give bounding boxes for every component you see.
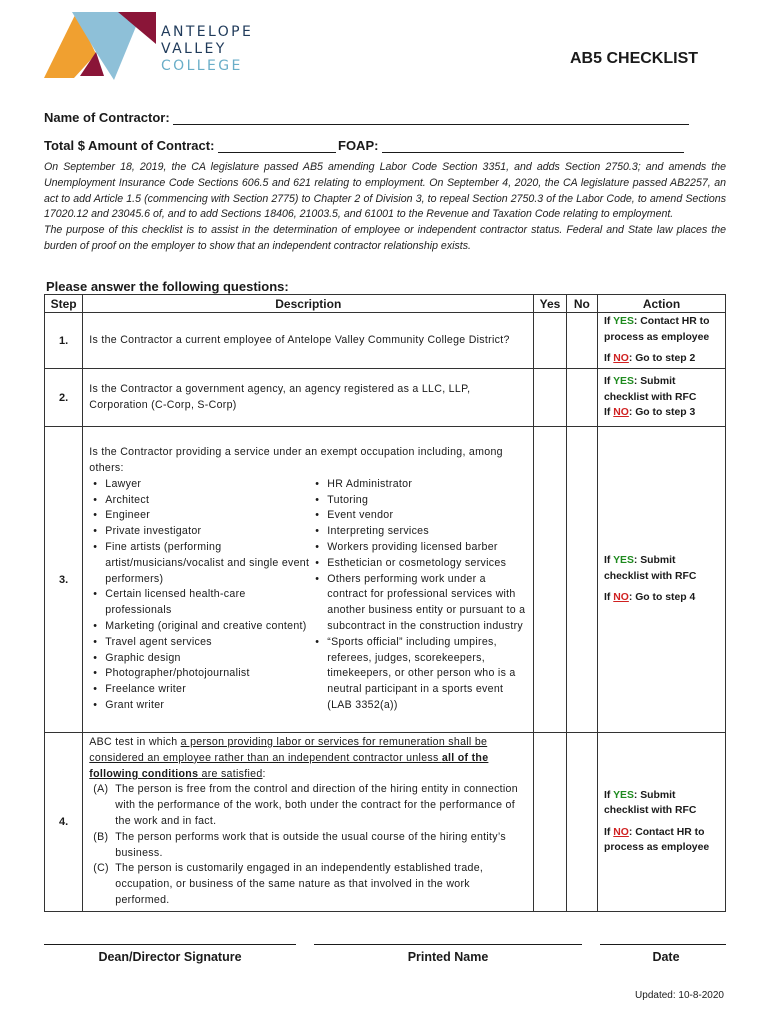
abc-intro-bold: all of the following conditions xyxy=(89,751,489,780)
yes-checkbox-cell[interactable] xyxy=(534,733,566,912)
if-label: If xyxy=(604,407,611,419)
intro-paragraph-1: On September 18, 2019, the CA legislature passed AB5 amending Labor Code Section 3351, and adds Section 2750.3; and amends the Unemployment Insurance Code Sections 606.5 and 621 relating to employment. On September 4, 2020, the CA legislature passed AB2257, an act to add Article 1.5 (commencing with Section 2775) to Chapter 2 of Division 3, to repeal Section 2750.3 of the Labor Code, to amend Sections 17020.12 and 23045.6 of, and to add Sections 18406, 21003.5, and 61001 to the Revenue and Taxation Code relating to employment. xyxy=(44,161,726,221)
abc-intro-text: ABC test in which xyxy=(89,736,181,748)
page-title: AB5 CHECKLIST xyxy=(570,50,699,67)
printed-name-label: Printed Name xyxy=(407,950,489,964)
yes-action: : Submit checklist with RFC xyxy=(604,555,697,582)
exempt-list-right xyxy=(311,477,527,714)
header-step: Step xyxy=(45,295,83,313)
dean-signature-label: Dean/Director Signature xyxy=(98,950,242,964)
updated-date: Updated: 10-8-2020 xyxy=(635,990,724,1001)
yes-action: : Contact HR to process as employee xyxy=(604,316,710,343)
action-cell xyxy=(598,369,726,427)
abc-conditions-list xyxy=(89,782,527,908)
logo-line-1: ANTELOPE xyxy=(161,24,254,40)
list-item: • Event vendor xyxy=(327,508,527,524)
list-item xyxy=(89,782,527,829)
list-item: • Fine artists (performing artist/musicians/vocalist and single event performers) xyxy=(105,540,311,587)
if-label: If xyxy=(604,353,611,365)
condition-marker: (B) xyxy=(93,830,109,843)
date-label: Date xyxy=(652,950,680,964)
contract-amount-field[interactable] xyxy=(44,138,336,153)
list-item: • Graphic design xyxy=(105,651,311,667)
condition-marker: (A) xyxy=(93,783,109,796)
action-cell xyxy=(598,733,726,912)
if-label: If xyxy=(604,592,611,604)
step-description: Is the Contractor a government agency, an agency registered as a LLC, LLP, Corporation (C-Corp, S-Corp) xyxy=(83,369,534,427)
list-item: • Travel agent services xyxy=(105,635,311,651)
list-item: • Esthetician or cosmetology services xyxy=(327,556,527,572)
logo-mark-icon xyxy=(44,8,160,84)
printed-name-line[interactable] xyxy=(314,944,582,945)
exempt-occupation-lists xyxy=(89,477,527,714)
yes-action: : Submit checklist with RFC xyxy=(604,789,697,817)
list-item: • Others performing work under a contract for professional services with another business entity or pursuant to a subcontract in the construction industry xyxy=(327,572,527,635)
checklist-table xyxy=(44,294,726,912)
no-word: NO xyxy=(613,407,629,419)
list-item: • Tutoring xyxy=(327,493,527,509)
header-yes: Yes xyxy=(534,295,566,313)
no-checkbox-cell[interactable] xyxy=(566,313,597,369)
foap-label: FOAP: xyxy=(338,138,379,153)
list-item: • HR Administrator xyxy=(327,477,527,493)
action-cell xyxy=(598,313,726,369)
yes-checkbox-cell[interactable] xyxy=(534,427,566,733)
header-action: Action xyxy=(598,295,726,313)
no-action: : Contact HR to process as employee xyxy=(604,826,710,854)
no-checkbox-cell[interactable] xyxy=(566,369,597,427)
step-description xyxy=(83,733,534,912)
condition-marker: (C) xyxy=(93,862,109,875)
step-number: 4. xyxy=(45,733,83,912)
contractor-name-line[interactable] xyxy=(173,111,689,125)
no-word: NO xyxy=(613,353,629,365)
table-row xyxy=(45,369,726,427)
date-line[interactable] xyxy=(600,944,726,945)
if-label: If xyxy=(604,555,611,567)
yes-checkbox-cell[interactable] xyxy=(534,369,566,427)
if-label: If xyxy=(604,376,611,388)
list-item: • “Sports official” including umpires, referees, judges, scorekeepers, timekeepers, or other person who is a neutral participant in a sports event (LAB 3352(a)) xyxy=(327,635,527,714)
condition-text: The person is free from the control and direction of the hiring entity in connection with the performance of the work, both under the contract for the performance of the work and in fact. xyxy=(115,783,518,827)
if-label: If xyxy=(604,316,611,328)
action-cell xyxy=(598,427,726,733)
no-checkbox-cell[interactable] xyxy=(566,427,597,733)
header-no: No xyxy=(566,295,597,313)
yes-checkbox-cell[interactable] xyxy=(534,313,566,369)
no-checkbox-cell[interactable] xyxy=(566,733,597,912)
no-word: NO xyxy=(613,826,629,838)
logo-line-2: VALLEY xyxy=(161,41,227,57)
list-item: • Engineer xyxy=(105,508,311,524)
list-item: • Architect xyxy=(105,493,311,509)
list-item: • Private investigator xyxy=(105,524,311,540)
condition-text: The person performs work that is outside the usual course of the hiring entity’s business. xyxy=(115,830,506,859)
table-row xyxy=(45,313,726,369)
dean-signature-line[interactable] xyxy=(44,944,296,945)
no-word: NO xyxy=(613,592,629,604)
questions-heading: Please answer the following questions: xyxy=(46,279,289,294)
yes-word: YES xyxy=(613,555,634,567)
foap-line[interactable] xyxy=(382,139,684,153)
yes-action: : Submit checklist with RFC xyxy=(604,376,697,403)
contractor-name-label: Name of Contractor: xyxy=(44,110,170,125)
contract-amount-label: Total $ Amount of Contract: xyxy=(44,138,215,153)
contractor-name-field[interactable] xyxy=(44,110,689,125)
step-description: Is the Contractor a current employee of Antelope Valley Community College District? xyxy=(83,313,534,369)
college-logo xyxy=(44,8,254,84)
no-action: : Go to step 3 xyxy=(628,407,696,419)
list-item: • Interpreting services xyxy=(327,524,527,540)
header-description: Description xyxy=(83,295,534,313)
list-item: • Freelance writer xyxy=(105,682,311,698)
condition-text: The person is customarily engaged in an independently established trade, occupation, or business of the same nature as that involved in the work performed. xyxy=(115,862,484,906)
list-item: • Marketing (original and creative content) xyxy=(105,619,311,635)
no-action: : Go to step 2 xyxy=(628,353,696,365)
table-row xyxy=(45,427,726,733)
yes-word: YES xyxy=(613,789,634,801)
list-item: • Workers providing licensed barber xyxy=(327,540,527,556)
intro-paragraph-2: The purpose of this checklist is to assist in the determination of employee or independent contractor status. Federal and State law places the burden of proof on the employer to show that an independent contractor relationship exists. xyxy=(44,224,726,252)
list-item xyxy=(89,830,527,862)
table-row xyxy=(45,733,726,912)
contract-amount-line[interactable] xyxy=(218,139,336,153)
yes-word: YES xyxy=(613,376,634,388)
yes-word: YES xyxy=(613,316,634,328)
step-description xyxy=(83,427,534,733)
step-number: 1. xyxy=(45,313,83,369)
abc-intro-colon: : xyxy=(262,767,266,780)
logo-line-3: COLLEGE xyxy=(161,58,243,74)
step-number: 3. xyxy=(45,427,83,733)
exempt-list-left xyxy=(89,477,311,714)
table-header-row xyxy=(45,295,726,313)
abc-test-intro xyxy=(89,735,527,782)
abc-intro-satisfied: are satisfied xyxy=(198,767,263,780)
foap-field[interactable] xyxy=(338,138,684,153)
abc-intro-underlined: a person providing labor or services for remuneration shall be considered an employee rather than an independent contractor unless xyxy=(89,736,488,764)
if-label: If xyxy=(604,826,611,838)
list-item: • Photographer/photojournalist xyxy=(105,666,311,682)
list-item xyxy=(89,861,527,908)
step-number: 2. xyxy=(45,369,83,427)
list-item: • Certain licensed health-care professionals xyxy=(105,587,311,619)
no-action: : Go to step 4 xyxy=(628,592,696,604)
list-item: • Lawyer xyxy=(105,477,311,493)
list-item: • Grant writer xyxy=(105,698,311,714)
if-label: If xyxy=(604,789,611,801)
exempt-intro: Is the Contractor providing a service under an exempt occupation including, among others: xyxy=(89,446,503,475)
intro-text xyxy=(44,160,726,255)
